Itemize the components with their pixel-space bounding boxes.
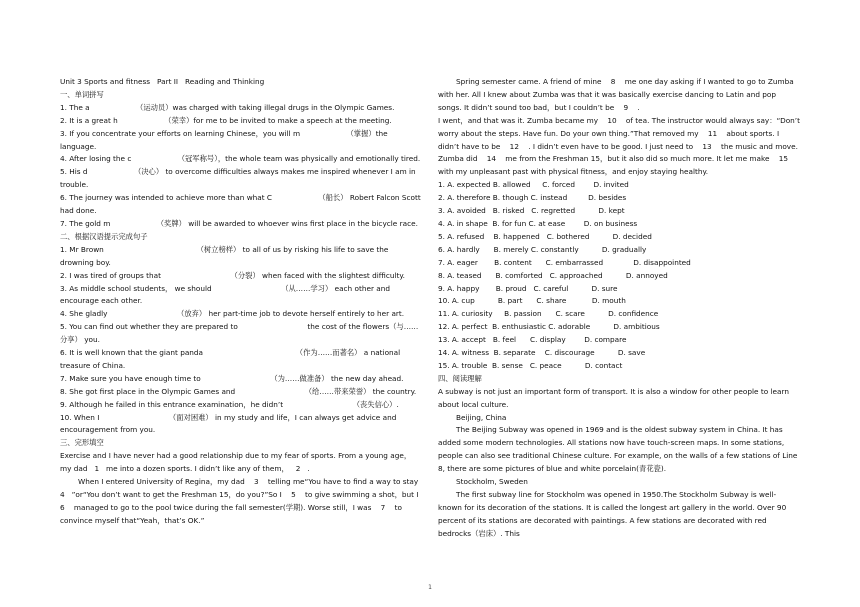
sentence-item-7: 7. Make sure you have enough time to （为……做准备） the new day ahead. [60, 373, 404, 383]
spelling-item-4: 4. After losing the c （冠军称号），the whole team was physically and emotionally tired. [60, 154, 421, 164]
cloze-option-5: 5. A. refused B. happened C. bothered D. decided [438, 231, 652, 241]
reading-paragraph-beijing: The Beijing Subway was opened in 1969 and is the oldest subway system in China. It has added some modern technologies. All stations now have touch-screen maps. In some stations, people can also see traditional Chinese culture. For example, on the walls of a few stations of Line 8, there are some pictures of blue and white porcelain(青花瓷). [438, 425, 800, 474]
spelling-item-1: 1. The a （运动员）was charged with taking illegal drugs in the Olympic Games. [60, 102, 395, 112]
cloze-option-4: 4. A. in shape B. for fun C. at ease D. on business [438, 218, 638, 228]
spelling-item-7: 7. The gold m （奖牌） will be awarded to whoever wins first place in the bicycle race. [60, 218, 418, 228]
cloze-option-6: 6. A. hardly B. merely C. constantly D. gradually [438, 244, 647, 254]
sentence-item-4: 4. She gladly （放弃） her part-time job to devote herself entirely to her art. [60, 309, 405, 319]
sentence-item-10: 10. When I （面对困难） in my study and life，I can always get advice and encouragement from you. [60, 412, 399, 435]
cloze-option-11: 11. A. curiosity B. passion C. scare D. confidence [438, 309, 659, 319]
sentence-item-5: 5. You can find out whether they are prepared to the cost of the flowers（与……分享） you. [60, 322, 419, 345]
sentence-item-9: 9. Although he failed in this entrance examination，he didn’t （丧失信心）. [60, 399, 399, 409]
cloze-option-1: 1. A. expected B. allowed C. forced D. invited [438, 180, 629, 190]
right-column [438, 76, 803, 541]
sentence-item-2: 2. I was tired of groups that （分裂） when faced with the slightest difficulty. [60, 270, 405, 280]
spelling-item-5: 5. His d （决心） to overcome difficulties always makes me inspired whenever I am in trouble. [60, 167, 418, 190]
sentence-item-8: 8. She got first place in the Olympic Games and （给……带来荣誉） the country. [60, 386, 417, 396]
spelling-item-6: 6. The journey was intended to achieve more than what C （船长） Robert Falcon Scott had done. [60, 193, 424, 216]
reading-subheading-stockholm: Stockholm, Sweden [456, 477, 528, 487]
cloze-option-12: 12. A. perfect B. enthusiastic C. adorable D. ambitious [438, 322, 660, 332]
reading-subheading-beijing: Beijing, China [456, 412, 507, 422]
cloze-paragraph-4: I went，and that was it. Zumba became my 10 of tea. The instructor would always say：“Don’t worry about the steps. Have fun. Do your own thing.”That removed my 11 about sports. I didn’t have to be 12 . I didn’t even have to be good. I just need to 13 the music and move. Zumba did 14 me from the Freshman 15，but it also did so much more. It let me make 15 with my unpleasant past with physical fitness，and enjoy staying healthy. [438, 115, 803, 177]
cloze-option-14: 14. A. witness B. separate C. discourage D. save [438, 348, 646, 358]
cloze-option-9: 9. A. happy B. proud C. careful D. sure [438, 283, 618, 293]
sentence-item-6: 6. It is well known that the giant panda （作为……而著名） a national treasure of China. [60, 348, 403, 370]
sentence-item-1: 1. Mr Brown （树立榜样） to all of us by risking his life to save the drowning boy. [60, 244, 391, 267]
cloze-option-7: 7. A. eager B. content C. embarrassed D. disappointed [438, 257, 691, 267]
cloze-option-13: 13. A. accept B. feel C. display D. compare [438, 335, 627, 345]
unit-title: Unit 3 Sports and fitness Part II Reading and Thinking [60, 77, 265, 86]
reading-intro: A subway is not just an important form of transport. It is also a window for other people to learn about local culture. [438, 386, 792, 409]
cloze-option-8: 8. A. teased B. comforted C. approached D. annoyed [438, 270, 668, 280]
cloze-option-10: 10. A. cup B. part C. share D. mouth [438, 296, 626, 306]
section-heading-sentences: 二、根据汉语提示完成句子 [60, 231, 148, 241]
spelling-item-2: 2. It is a great h （荣幸）for me to be invited to make a speech at the meeting. [60, 115, 392, 125]
cloze-option-3: 3. A. avoided B. risked C. regretted D. kept [438, 206, 625, 216]
section-heading-reading: 四、阅读理解 [438, 373, 482, 383]
reading-paragraph-stockholm: The first subway line for Stockholm was opened in 1950.The Stockholm Subway is well-known for its decoration of the stations. It is called the longest art gallery in the world. Over 90 percent of its stations are decorated with paintings. A few stations are decorated with red bedrocks（岩床）. This [438, 490, 789, 538]
cloze-paragraph-1: Exercise and I have never had a good relationship due to my fear of sports. From a young age，my dad 1 me into a dozen sports. I didn’t like any of them， 2 . [60, 451, 412, 474]
section-heading-cloze: 三、完形填空 [60, 438, 104, 448]
cloze-paragraph-3: Spring semester came. A friend of mine 8 me one day asking if I wanted to go to Zumba with her. All I knew about Zumba was that it was basically exercise dancing to Latin and pop songs. It didn’t sound too bad，but I couldn’t be 9 . [438, 77, 796, 112]
cloze-option-15: 15. A. trouble B. sense C. peace D. contact [438, 360, 623, 370]
section-heading-spelling: 一、单词拼写 [60, 89, 104, 99]
cloze-paragraph-2: When I entered University of Regina，my dad 3 telling me“You have to find a way to stay 4 ”or“You don’t want to get the Freshman 15，do you?”So I 5 to give swimming a shot，but I 6 managed to go to the pool twice during the fall semester(学期). Worse still，I was 7 to convince myself that“Yeah，that’s OK.” [60, 477, 428, 525]
spelling-item-3: 3. If you concentrate your efforts on learning Chinese，you will m （掌握）the language. [60, 128, 390, 151]
sentence-item-3: 3. As middle school students， we should （从……学习） each other and encourage each other. [60, 283, 393, 306]
page-number: 1 [428, 584, 432, 591]
left-column [60, 76, 428, 528]
cloze-option-2: 2. A. therefore B. though C. instead D. besides [438, 193, 627, 203]
